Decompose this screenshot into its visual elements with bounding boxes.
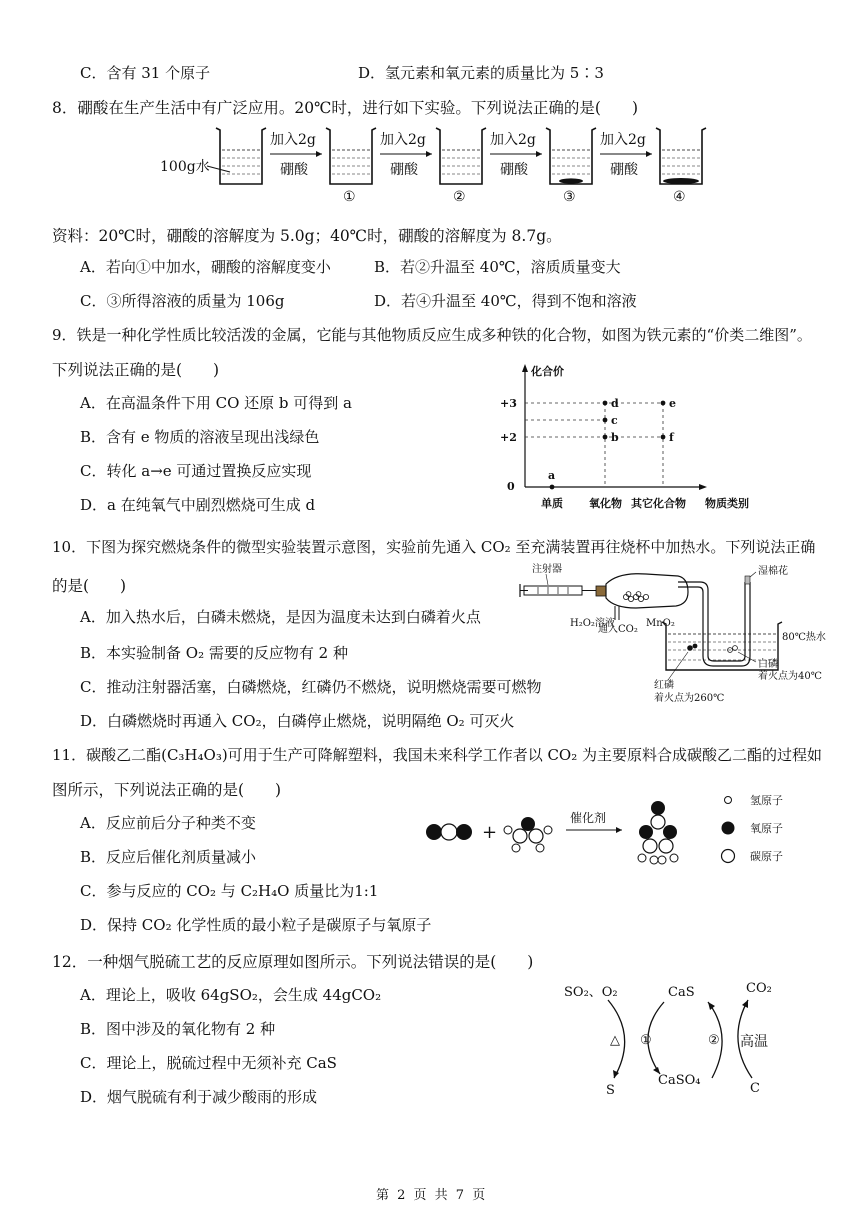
q10-option-c: C．推动注射器活塞，白磷燃烧，红磷仍不燃烧，说明燃烧需要可燃物 bbox=[80, 678, 542, 696]
q10-mno2-label: MnO₂ bbox=[646, 618, 675, 629]
q12-so2-o2-label: SO₂、O₂ bbox=[564, 985, 618, 1000]
q12-desulfurization-figure bbox=[556, 974, 796, 1098]
q12-c-label: C bbox=[750, 1081, 760, 1096]
q8-info: 资料：20℃时，硼酸的溶解度为 5.0g；40℃时，硼酸的溶解度为 8.7g。 bbox=[52, 227, 562, 245]
q12-cas-label: CaS bbox=[668, 985, 695, 1000]
q11-catalyst-label: 催化剂 bbox=[570, 811, 607, 825]
q9-label-e: e bbox=[669, 397, 676, 410]
page-footer: 第 2 页 共 7 页 bbox=[376, 1188, 488, 1203]
q8-substance-4: 硼酸 bbox=[610, 162, 638, 178]
q10-red-p-label: 红磷 bbox=[654, 680, 674, 691]
q12-heat-symbol: △ bbox=[610, 1033, 620, 1048]
q9-point-b bbox=[603, 435, 608, 440]
q11-legend-h: 氢原子 bbox=[750, 794, 783, 807]
q12-step-2: ② bbox=[708, 1033, 720, 1048]
q9-stem-2: 下列说法正确的是( ) bbox=[52, 361, 220, 379]
q8-water-label: 100g水 bbox=[160, 159, 210, 175]
q9-y-tick-0: 0 bbox=[507, 480, 515, 493]
q12-option-b: B．图中涉及的氧化物有 2 种 bbox=[80, 1020, 276, 1038]
q7-option-d: D．氢元素和氧元素的质量比为 5∶3 bbox=[358, 64, 604, 82]
q11-legend-c: 碳原子 bbox=[750, 850, 783, 863]
q12-caso4-label: CaSO₄ bbox=[658, 1073, 701, 1088]
q11-co2-molecule bbox=[426, 824, 472, 840]
q9-valence-chart bbox=[495, 362, 775, 514]
q9-x-tick-other: 其它化合物 bbox=[631, 497, 686, 510]
q10-syringe bbox=[520, 584, 600, 597]
q10-apparatus-figure bbox=[518, 560, 830, 708]
q10-option-d: D．白磷燃烧时再通入 CO₂，白磷停止燃烧，说明隔绝 O₂ 可灭火 bbox=[80, 712, 515, 730]
q9-label-c: c bbox=[611, 414, 618, 427]
q11-option-b: B．反应后催化剂质量减小 bbox=[80, 848, 257, 866]
q12-co2-label: CO₂ bbox=[746, 981, 772, 996]
q8-beaker-4 bbox=[656, 128, 706, 184]
q8-substance-1: 硼酸 bbox=[280, 162, 308, 178]
q8-beaker-1 bbox=[326, 128, 376, 184]
q9-x-tick-element: 单质 bbox=[541, 497, 563, 510]
q9-point-e bbox=[661, 401, 666, 406]
q9-label-d: d bbox=[611, 397, 619, 410]
q12-high-temp: 高温 bbox=[740, 1034, 768, 1050]
q9-point-c bbox=[603, 418, 608, 423]
q12-option-c: C．理论上，脱硫过程中无须补充 CaS bbox=[80, 1054, 337, 1072]
q10-white-p-ignition: 着火点为40℃ bbox=[758, 671, 822, 682]
q11-option-c: C．参与反应的 CO₂ 与 C₂H₄O 质量比为1:1 bbox=[80, 882, 379, 900]
q11-legend-c-icon bbox=[722, 850, 735, 863]
q10-beaker bbox=[662, 582, 782, 670]
q10-h2o2-label: H₂O₂溶液 bbox=[570, 618, 615, 629]
q11-stem-2: 图所示，下列说法正确的是( ) bbox=[52, 781, 282, 799]
q12-stem: 12．一种烟气脱硫工艺的反应原理如图所示。下列说法错误的是( ) bbox=[52, 953, 534, 971]
q11-legend-h-icon bbox=[725, 797, 732, 804]
q8-beaker-figure bbox=[150, 122, 720, 204]
q9-x-title: 物质类别 bbox=[705, 497, 749, 510]
q11-option-a: A．反应前后分子种类不变 bbox=[80, 814, 256, 832]
q10-white-p-label: 白磷 bbox=[758, 659, 778, 670]
q7-option-c: C．含有 31 个原子 bbox=[80, 64, 211, 82]
q11-product-molecule bbox=[638, 801, 678, 864]
q9-option-b: B．含有 e 物质的溶液呈现出浅绿色 bbox=[80, 428, 320, 446]
q8-add-label-3: 加入2g bbox=[490, 132, 536, 148]
q11-legend-o: 氧原子 bbox=[750, 822, 783, 835]
q12-option-a: A．理论上，吸收 64gSO₂，会生成 44gCO₂ bbox=[80, 986, 382, 1004]
q9-option-c: C．转化 a→e 可通过置换反应实现 bbox=[80, 462, 312, 480]
q8-substance-2: 硼酸 bbox=[390, 162, 418, 178]
q8-option-d: D．若④升温至 40℃，得到不饱和溶液 bbox=[374, 292, 637, 310]
q11-stem-1: 11．碳酸乙二酯(C₃H₄O₃)可用于生产可降解塑料，我国未来科学工作者以 CO₂ 为主要原料合成碳酸乙二酯的过程如 bbox=[52, 746, 823, 764]
q11-ethylene-oxide-molecule bbox=[504, 817, 552, 852]
q9-point-f bbox=[661, 435, 666, 440]
q12-option-d: D．烟气脱硫有利于减少酸雨的形成 bbox=[80, 1088, 318, 1106]
q9-label-f: f bbox=[669, 431, 674, 444]
q10-co2-inlet-label: 通入CO₂ bbox=[598, 624, 638, 635]
q10-syringe-label: 注射器 bbox=[532, 564, 562, 575]
q8-beaker-2 bbox=[436, 128, 486, 184]
q8-stem: 8．硼酸在生产生活中有广泛应用。20℃时，进行如下实验。下列说法正确的是( ) bbox=[52, 99, 639, 117]
q11-option-d: D．保持 CO₂ 化学性质的最小粒子是碳原子与氧原子 bbox=[80, 916, 432, 934]
q8-substance-3: 硼酸 bbox=[500, 162, 528, 178]
q11-molecule-figure bbox=[420, 788, 800, 880]
q9-label-a: a bbox=[548, 469, 556, 482]
q10-red-p-ignition: 着火点为260℃ bbox=[654, 693, 725, 704]
q8-add-label-4: 加入2g bbox=[600, 132, 646, 148]
q9-x-tick-oxide: 氧化物 bbox=[589, 497, 622, 510]
q10-hot-water-label: 80℃热水 bbox=[782, 632, 826, 643]
q10-cotton-label: 湿棉花 bbox=[758, 566, 788, 577]
q9-point-d bbox=[603, 401, 608, 406]
q10-flask bbox=[596, 574, 688, 608]
q9-stem-1: 9．铁是一种化学性质比较活泼的金属，它能与其他物质反应生成多种铁的化合物，如图为铁元素的“价类二维图”。 bbox=[52, 326, 812, 344]
q8-marker-1: ① bbox=[343, 189, 356, 204]
q9-y-title: 化合价 bbox=[531, 365, 564, 378]
q8-option-b: B．若②升温至 40℃，溶质质量变大 bbox=[374, 258, 621, 276]
q8-beaker-3 bbox=[546, 128, 596, 184]
q8-beaker-initial bbox=[216, 128, 266, 184]
q8-marker-3: ③ bbox=[563, 189, 576, 204]
q12-s-label: S bbox=[606, 1083, 615, 1098]
q10-cotton bbox=[745, 576, 750, 584]
q8-add-label-1: 加入2g bbox=[270, 132, 316, 148]
q8-water-arrow bbox=[207, 166, 230, 172]
q8-marker-4: ④ bbox=[673, 189, 686, 204]
q8-add-label-2: 加入2g bbox=[380, 132, 426, 148]
q8-marker-2: ② bbox=[453, 189, 466, 204]
q11-legend-o-icon bbox=[722, 822, 735, 835]
q8-option-a: A．若向①中加水，硼酸的溶解度变小 bbox=[80, 258, 331, 276]
q9-point-a bbox=[550, 485, 555, 490]
q10-option-a: A．加入热水后，白磷未燃烧，是因为温度未达到白磷着火点 bbox=[80, 608, 481, 626]
q11-plus: + bbox=[482, 822, 498, 843]
q10-stem-2: 的是( ) bbox=[52, 577, 127, 595]
q8-option-c: C．③所得溶液的质量为 106g bbox=[80, 292, 285, 310]
q10-stem-1: 10．下图为探究燃烧条件的微型实验装置示意图，实验前先通入 CO₂ 至充满装置再往烧杯中加热水。下列说法正确 bbox=[52, 538, 816, 556]
q10-option-b: B．本实验制备 O₂ 需要的反应物有 2 种 bbox=[80, 644, 348, 662]
q9-y-tick-plus3: +3 bbox=[500, 397, 517, 410]
q9-option-a: A．在高温条件下用 CO 还原 b 可得到 a bbox=[80, 394, 352, 412]
q9-label-b: b bbox=[611, 431, 619, 444]
q9-y-tick-plus2: +2 bbox=[500, 431, 517, 444]
q12-step-1: ① bbox=[640, 1033, 652, 1048]
q9-option-d: D．a 在纯氧气中剧烈燃烧可生成 d bbox=[80, 496, 316, 514]
